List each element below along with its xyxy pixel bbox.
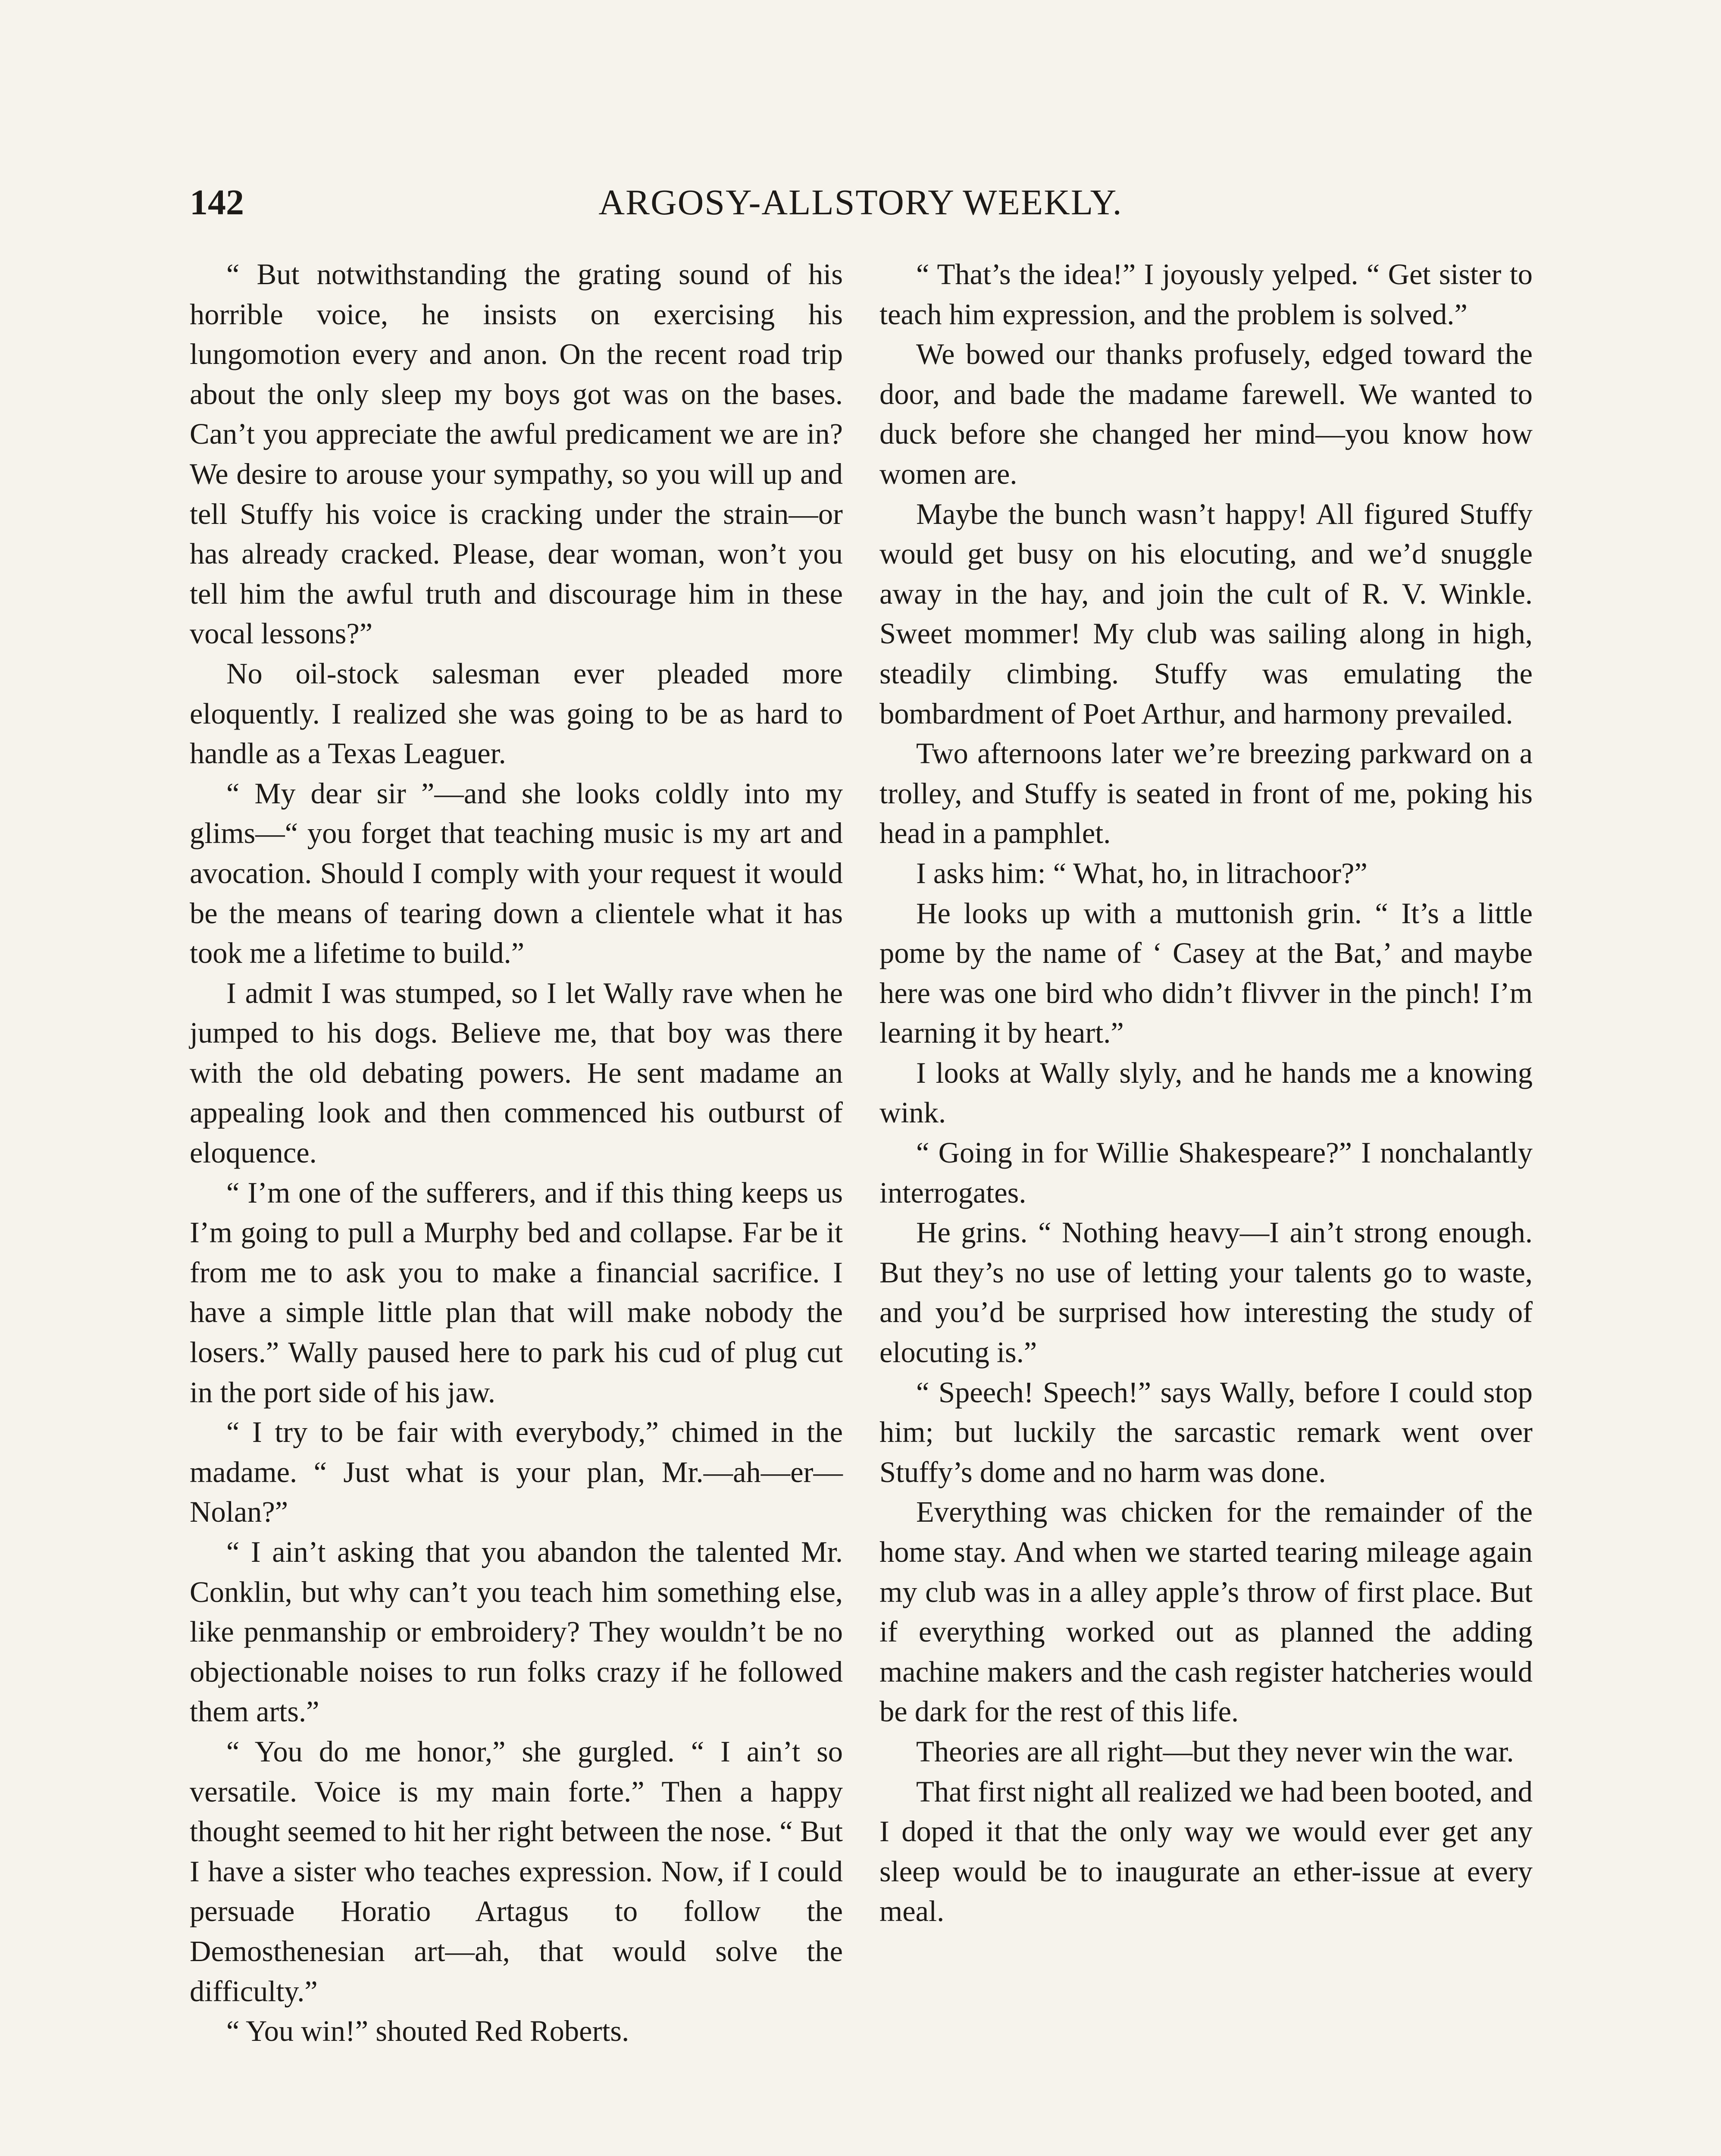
paragraph: “ I ain’t asking that you abandon the talented Mr. Conklin, but why can’t you teach him something else, like penmanship or embroidery? They wouldn’t be no objectionable noises to run folks crazy if he followed them arts.” bbox=[190, 1536, 843, 1728]
paragraph: “ I try to be fair with everybody,” chimed in the madame. “ Just what is your plan, Mr.—ah—er—Nolan?” bbox=[190, 1416, 843, 1529]
paragraph: “ That’s the idea!” I joyously yelped. “ Get sister to teach him expression, and the problem is solved.” bbox=[879, 258, 1533, 331]
page-number: 142 bbox=[190, 182, 244, 222]
paragraph: Everything was chicken for the remainder of the home stay. And when we started tearing mileage again my club was in a alley apple’s throw of first place. But if everything worked out as planned the adding machine makers and the cash register hatcheries would be dark for the rest of this life. bbox=[879, 1495, 1533, 1728]
paragraph: That first night all realized we had been booted, and I doped it that the only way we would ever get any sleep would be to inaugurate an ether-issue at every meal. bbox=[879, 1775, 1533, 1928]
paragraph: No oil-stock salesman ever pleaded more eloquently. I realized she was going to be as hard to handle as a Texas Leaguer. bbox=[190, 657, 843, 770]
paragraph: He grins. “ Nothing heavy—I ain’t strong enough. But they’s no use of letting your talents go to waste, and you’d be surprised how interesting the study of elocuting is.” bbox=[879, 1216, 1533, 1369]
paragraph: “ Going in for Willie Shakespeare?” I nonchalantly interrogates. bbox=[879, 1136, 1533, 1209]
paragraph: I looks at Wally slyly, and he hands me a knowing wink. bbox=[879, 1056, 1533, 1129]
paragraph: “ You do me honor,” she gurgled. “ I ain’t so versatile. Voice is my main forte.” Then a happy thought seemed to hit her right between the nose. “ But I have a sister who teaches expression. Now, if I could persuade Horatio Artagus to follow the Demosthenesian art—ah, that would solve the difficulty.” bbox=[190, 1735, 843, 2008]
left-column bbox=[190, 254, 843, 2051]
running-head: ARGOSY-ALLSTORY WEEKLY. bbox=[598, 182, 1123, 222]
paragraph: “ You win!” shouted Red Roberts. bbox=[226, 2015, 629, 2048]
paragraph: “ My dear sir ”—and she looks coldly into my glims—“ you forget that teaching music is my art and avocation. Should I comply with your request it would be the means of tearing down a clientele what it has took me a lifetime to build.” bbox=[190, 777, 843, 970]
paragraph: “ But notwithstanding the grating sound of his horrible voice, he insists on exercising his lungomotion every and anon. On the recent road trip about the only sleep my boys got was on the bases. Can’t you appreciate the awful predicament we are in? We desire to arouse your sympathy, so you will up and tell Stuffy his voice is cracking under the strain—or has already cracked. Please, dear woman, won’t you tell him the awful truth and discourage him in these vocal lessons?” bbox=[190, 258, 843, 650]
paragraph: I asks him: “ What, ho, in litrachoor?” bbox=[916, 856, 1367, 890]
right-column bbox=[879, 254, 1533, 1931]
paragraph: He looks up with a muttonish grin. “ It’s a little pome by the name of ‘ Casey at the Bat,’ and maybe here was one bird who didn’t flivver in the pinch! I’m learning it by heart.” bbox=[879, 896, 1533, 1050]
page-header bbox=[0, 177, 1721, 229]
paragraph: Two afternoons later we’re breezing parkward on a trolley, and Stuffy is seated in front of me, poking his head in a pamphlet. bbox=[879, 737, 1533, 850]
paragraph: “ I’m one of the sufferers, and if this thing keeps us I’m going to pull a Murphy bed and collapse. Far be it from me to ask you to make a financial sacrifice. I have a simple little plan that will make nobody the losers.” Wally paused here to park his cud of plug cut in the port side of his jaw. bbox=[190, 1176, 843, 1409]
paragraph: Theories are all right—but they never win the war. bbox=[916, 1735, 1514, 1768]
paragraph: “ Speech! Speech!” says Wally, before I could stop him; but luckily the sarcastic remark went over Stuffy’s dome and no harm was done. bbox=[879, 1376, 1533, 1489]
paragraph: We bowed our thanks profusely, edged toward the door, and bade the madame farewell. We wanted to duck before she changed her mind—you know how women are. bbox=[879, 338, 1533, 490]
paragraph: I admit I was stumped, so I let Wally rave when he jumped to his dogs. Believe me, that boy was there with the old debating powers. He sent madame an appealing look and then commenced his outburst of eloquence. bbox=[190, 976, 843, 1169]
paragraph: Maybe the bunch wasn’t happy! All figured Stuffy would get busy on his elocuting, and we’d snuggle away in the hay, and join the cult of R. V. Winkle. Sweet mommer! My club was sailing along in high, steadily climbing. Stuffy was emulating the bombardment of Poet Arthur, and harmony prevailed. bbox=[879, 497, 1533, 730]
